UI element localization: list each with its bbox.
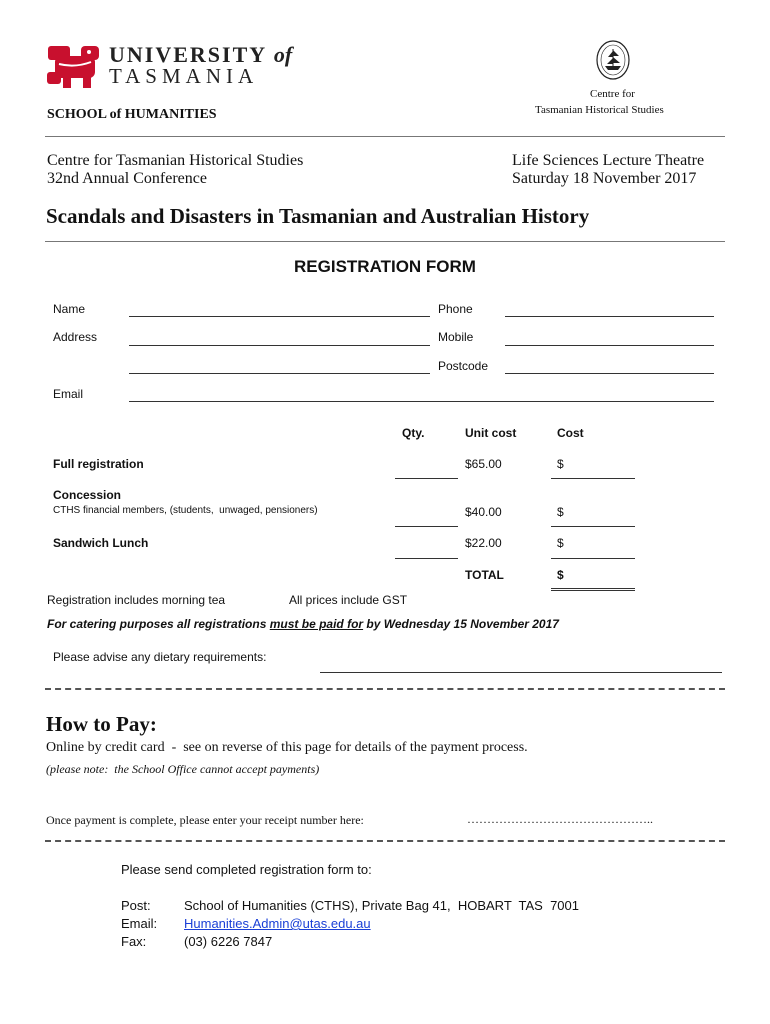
phone-field[interactable] bbox=[505, 316, 714, 317]
school-name: SCHOOL of HUMANITIES bbox=[47, 107, 217, 122]
row-sublabel: CTHS financial members, (students, unwaged, pensioners) bbox=[53, 505, 318, 516]
unit-cost-header: Unit cost bbox=[465, 426, 517, 440]
cths-ship-seal-icon bbox=[594, 39, 632, 81]
fax-number: (03) 6226 7847 bbox=[184, 934, 273, 949]
total-label: TOTAL bbox=[465, 568, 504, 582]
event-title: Scandals and Disasters in Tasmanian and Australian History bbox=[46, 204, 590, 228]
post-address: School of Humanities (CTHS), Private Bag 41, HOBART TAS 7001 bbox=[184, 898, 579, 913]
gst-note: All prices include GST bbox=[289, 593, 408, 607]
unit-price: $22.00 bbox=[465, 536, 502, 550]
qty-field[interactable] bbox=[395, 558, 458, 559]
receipt-field[interactable]: ……………………………………….. bbox=[467, 812, 653, 826]
event-org: Centre for Tasmanian Historical Studies bbox=[47, 152, 304, 169]
header-divider bbox=[45, 136, 725, 137]
fax-label: Fax: bbox=[121, 934, 147, 949]
name-field[interactable] bbox=[129, 316, 430, 317]
name-label: Name bbox=[53, 302, 86, 316]
cost-header: Cost bbox=[557, 426, 584, 440]
address-field-1[interactable] bbox=[129, 345, 430, 346]
pay-note: (please note: the School Office cannot accept payments) bbox=[46, 762, 320, 776]
row-label: Full registration bbox=[53, 457, 144, 471]
cost-value: $ bbox=[557, 457, 564, 471]
phone-label: Phone bbox=[438, 302, 473, 316]
dashed-divider bbox=[45, 840, 725, 842]
total-field[interactable] bbox=[551, 588, 635, 591]
title-divider bbox=[45, 241, 725, 242]
dietary-label: Please advise any dietary requirements: bbox=[53, 650, 267, 664]
cost-value: $ bbox=[557, 536, 564, 550]
catering-post: by Wednesday 15 November 2017 bbox=[363, 617, 559, 631]
lion-icon bbox=[45, 42, 107, 90]
catering-pre: For catering purposes all registrations bbox=[47, 617, 270, 631]
post-label: Post: bbox=[121, 898, 151, 913]
row-label: Sandwich Lunch bbox=[53, 536, 149, 550]
event-conference: 32nd Annual Conference bbox=[47, 170, 207, 187]
university-of: of bbox=[273, 42, 293, 67]
catering-underlined: must be paid for bbox=[269, 617, 364, 631]
pay-heading: How to Pay: bbox=[46, 712, 157, 736]
total-cost: $ bbox=[557, 568, 564, 582]
send-intro: Please send completed registration form to: bbox=[121, 862, 372, 877]
dashed-divider bbox=[45, 688, 725, 690]
postcode-label: Postcode bbox=[438, 359, 489, 373]
unit-price: $65.00 bbox=[465, 457, 502, 471]
email-contact-label: Email: bbox=[121, 916, 158, 931]
address-label: Address bbox=[53, 330, 98, 344]
email-label: Email bbox=[53, 387, 84, 401]
email-field[interactable] bbox=[129, 401, 714, 402]
email-link[interactable]: Humanities.Admin@utas.edu.au bbox=[184, 916, 371, 931]
mobile-label: Mobile bbox=[438, 330, 474, 344]
mobile-field[interactable] bbox=[505, 345, 714, 346]
morning-tea-note: Registration includes morning tea bbox=[47, 593, 226, 607]
event-date: Saturday 18 November 2017 bbox=[512, 170, 697, 187]
cost-field[interactable] bbox=[551, 478, 635, 479]
qty-field[interactable] bbox=[395, 478, 458, 479]
unit-price: $40.00 bbox=[465, 505, 502, 519]
receipt-label: Once payment is complete, please enter your receipt number here: bbox=[46, 813, 364, 827]
cost-field[interactable] bbox=[551, 526, 635, 527]
catering-deadline bbox=[47, 617, 559, 631]
form-heading: REGISTRATION FORM bbox=[294, 257, 476, 276]
centre-line1: Centre for bbox=[590, 88, 635, 100]
cost-value: $ bbox=[557, 505, 564, 519]
university-wordmark: UNIVERSITY bbox=[109, 42, 267, 67]
cost-field[interactable] bbox=[551, 558, 635, 559]
centre-line2: Tasmanian Historical Studies bbox=[535, 104, 664, 116]
postcode-field[interactable] bbox=[505, 373, 714, 374]
address-field-2[interactable] bbox=[129, 373, 430, 374]
utas-logo bbox=[45, 42, 293, 90]
pay-online: Online by credit card - see on reverse of this page for details of the payment process. bbox=[46, 740, 528, 755]
tasmania-wordmark: TASMANIA bbox=[109, 64, 259, 88]
dietary-field[interactable] bbox=[320, 672, 722, 673]
qty-field[interactable] bbox=[395, 526, 458, 527]
qty-header: Qty. bbox=[402, 426, 425, 440]
row-label: Concession bbox=[53, 488, 122, 502]
event-venue: Life Sciences Lecture Theatre bbox=[512, 152, 705, 169]
